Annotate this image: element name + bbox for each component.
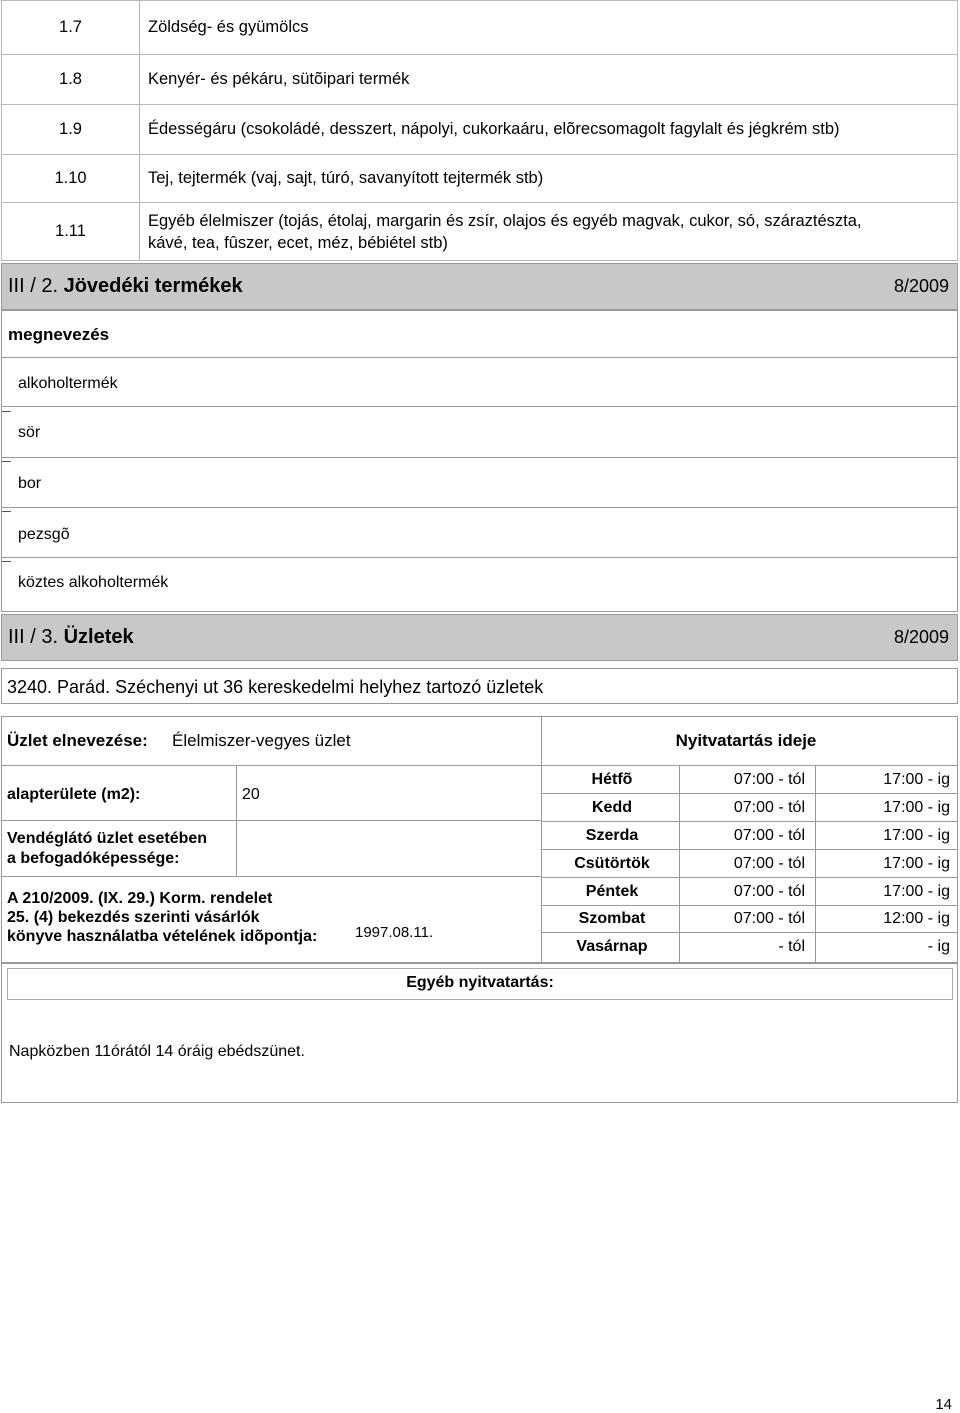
- opening-time: 07:00 - tól: [733, 771, 805, 788]
- divider: [1, 457, 958, 458]
- opening-time: 07:00 - tól: [733, 827, 805, 844]
- category-text: Tej, tejtermék (vaj, sajt, túró, savanyított tejtermék stb): [140, 155, 958, 203]
- decree-label-line: könyve használatba vételének idõpontja:: [7, 928, 318, 945]
- excise-item: alkoholtermék: [18, 375, 118, 392]
- closing-time: 17:00 - ig: [883, 883, 950, 900]
- category-text-line: Egyéb élelmiszer (tojás, étolaj, margarin és zsír, olajos és egyéb magvak, cukor, só, száraztészta,: [148, 211, 862, 230]
- excise-box: [1, 310, 958, 612]
- capacity-label-line: a befogadóképessége:: [7, 850, 180, 867]
- closing-time: 17:00 - ig: [883, 799, 950, 816]
- page-number: 14: [935, 1396, 952, 1413]
- weekday-label: Vasárnap: [576, 938, 648, 955]
- closing-time: 12:00 - ig: [883, 910, 950, 927]
- table-row: [2, 55, 958, 105]
- divider: [1, 820, 542, 821]
- schedule-row-tuesday: [542, 794, 958, 822]
- closing-time: 17:00 - ig: [883, 771, 950, 788]
- opening-hours-label: Nyitvatartás ideje: [675, 731, 817, 750]
- category-number: 1.8: [2, 55, 140, 105]
- decree-label-line: 25. (4) bekezdés szerinti vásárlók: [7, 909, 260, 926]
- schedule-row-monday: [542, 766, 958, 794]
- row-marker: [2, 461, 11, 462]
- weekday-label: Kedd: [592, 799, 632, 816]
- column-header-name: megnevezés: [8, 325, 110, 344]
- decree-label-line: A 210/2009. (IX. 29.) Korm. rendelet: [7, 890, 273, 907]
- row-marker: [2, 561, 11, 562]
- section-prefix: III / 3.: [8, 626, 59, 648]
- divider: [1, 876, 542, 877]
- schedule-row-saturday: [542, 905, 958, 933]
- shop-address: 3240. Parád. Széchenyi ut 36 kereskedelmi helyhez tartozó üzletek: [7, 677, 544, 697]
- closing-time: 17:00 - ig: [883, 855, 950, 872]
- category-text-line: kávé, tea, fûszer, ecet, méz, bébiétel stb): [148, 233, 448, 252]
- weekday-label: Szombat: [578, 910, 646, 927]
- divider: [1, 406, 958, 407]
- shop-name-label: Üzlet elnevezése:: [7, 731, 148, 750]
- opening-time: 07:00 - tól: [733, 883, 805, 900]
- capacity-label: [7, 829, 207, 869]
- schedule-row-wednesday: [542, 822, 958, 850]
- other-hours-value: Napközben 11órától 14 óráig ebédszünet.: [9, 1043, 305, 1060]
- section-date: 8/2009: [893, 627, 949, 647]
- category-number: 1.11: [2, 203, 140, 261]
- weekday-label: Szerda: [585, 827, 639, 844]
- opening-time: 07:00 - tól: [733, 799, 805, 816]
- section-header-excise: [1, 263, 958, 310]
- schedule-row-thursday: [542, 850, 958, 878]
- weekday-label: Csütörtök: [574, 855, 650, 872]
- area-value: 20: [242, 786, 260, 803]
- schedule-row-friday: [542, 878, 958, 906]
- category-text: [140, 203, 958, 261]
- closing-time: - ig: [927, 938, 950, 955]
- weekday-label: Péntek: [585, 883, 639, 900]
- row-marker: [2, 511, 11, 512]
- capacity-label-line: Vendéglátó üzlet esetében: [7, 830, 208, 847]
- category-text: Zöldség- és gyümölcs: [140, 1, 958, 55]
- divider: [1, 507, 958, 508]
- opening-time: 07:00 - tól: [733, 910, 805, 927]
- category-table: [1, 0, 958, 261]
- category-number: 1.10: [2, 155, 140, 203]
- section-title-text: Jövedéki termékek: [63, 275, 243, 297]
- schedule-row-sunday: [542, 933, 958, 961]
- table-row: [2, 203, 958, 261]
- other-hours-label: Egyéb nyitvatartás:: [406, 974, 554, 991]
- category-text: Édességáru (csokoládé, desszert, nápolyi, cukorkaáru, elõrecsomagolt fagylalt és jégkrém stb): [140, 105, 958, 155]
- section-date: 8/2009: [893, 276, 949, 296]
- row-marker: [2, 411, 11, 412]
- closing-time: 17:00 - ig: [883, 827, 950, 844]
- section-prefix: III / 2.: [8, 275, 59, 297]
- excise-item: köztes alkoholtermék: [18, 574, 169, 591]
- opening-time: - tól: [778, 938, 805, 955]
- section-title: [8, 275, 243, 298]
- category-text: Kenyér- és pékáru, sütõipari termék: [140, 55, 958, 105]
- weekday-label: Hétfõ: [591, 771, 633, 788]
- area-label: alapterülete (m2):: [7, 786, 141, 803]
- excise-item: sör: [18, 424, 41, 441]
- table-row: [2, 105, 958, 155]
- excise-item: bor: [18, 475, 42, 492]
- section-title-text: Üzletek: [63, 626, 134, 648]
- decree-date-value: 1997.08.11.: [355, 924, 434, 941]
- opening-time: 07:00 - tól: [733, 855, 805, 872]
- section-header-shops: [1, 614, 958, 661]
- divider: [1, 557, 958, 558]
- decree-label: [7, 889, 317, 946]
- divider: [1, 357, 958, 358]
- category-number: 1.7: [2, 1, 140, 55]
- table-row: [2, 1, 958, 55]
- excise-item: pezsgõ: [18, 526, 70, 543]
- section-title: [8, 626, 134, 649]
- table-row: [2, 155, 958, 203]
- category-number: 1.9: [2, 105, 140, 155]
- shop-name-value: Élelmiszer-vegyes üzlet: [172, 731, 351, 750]
